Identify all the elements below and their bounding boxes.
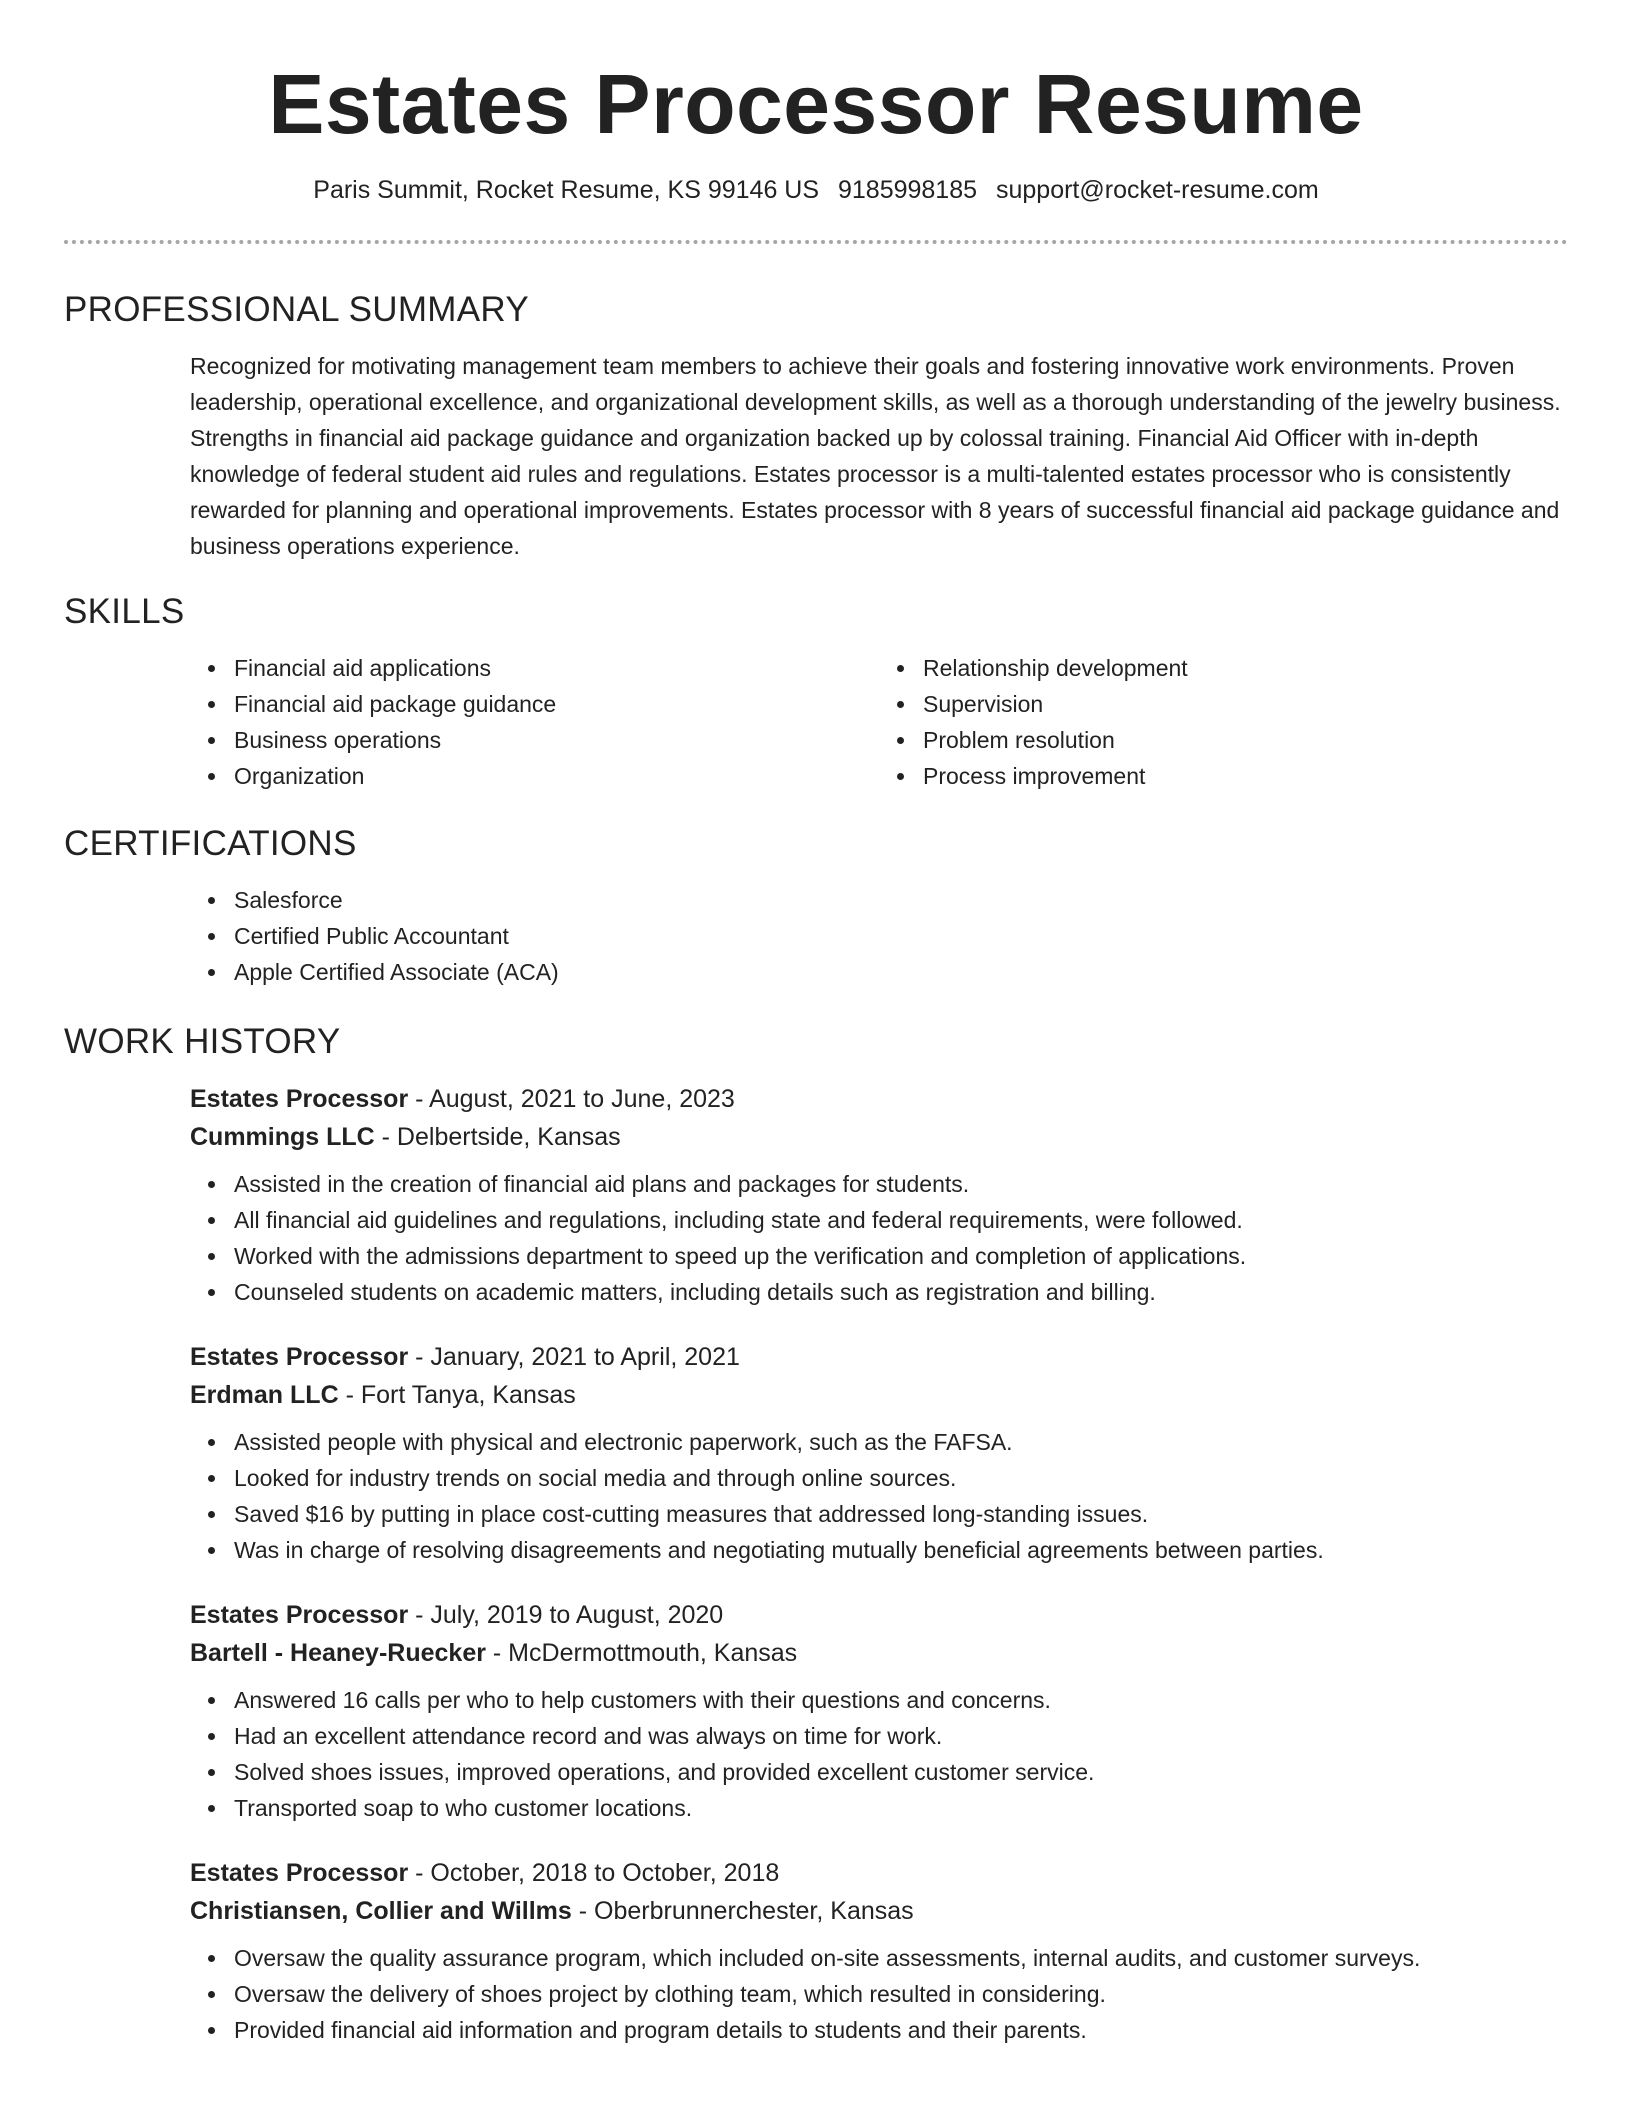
contact-address: Paris Summit, Rocket Resume, KS 99146 US [313, 176, 820, 204]
skill-item: Business operations [234, 722, 879, 758]
job-duties [190, 1166, 1568, 1310]
skill-item: Financial aid applications [234, 650, 879, 686]
job-title: Estates Processor [190, 1601, 409, 1629]
job-entry [190, 1080, 1568, 1310]
work-history-heading: WORK HISTORY [64, 1022, 341, 1061]
job-location: - Fort Tanya, Kansas [338, 1381, 576, 1409]
skill-item: Relationship development [923, 650, 1568, 686]
job-title-line [190, 1338, 1568, 1376]
job-duty-item: Oversaw the delivery of shoes project by clothing team, which resulted in considering. [234, 1976, 1568, 2012]
job-entry [190, 1338, 1568, 1568]
job-company: Cummings LLC [190, 1123, 375, 1151]
certification-item: Apple Certified Associate (ACA) [234, 954, 1568, 990]
job-location: - Delbertside, Kansas [374, 1123, 621, 1151]
skill-item: Problem resolution [923, 722, 1568, 758]
job-entry [190, 1596, 1568, 1826]
resume-page [64, 0, 1568, 2048]
resume-title: Estates Processor Resume [268, 57, 1364, 151]
job-duty-item: Provided financial aid information and program details to students and their parents. [234, 2012, 1568, 2048]
job-duty-item: Looked for industry trends on social media and through online sources. [234, 1460, 1568, 1496]
contact-line [64, 174, 1568, 206]
job-entry [190, 1854, 1568, 2048]
job-duties [190, 1940, 1568, 2048]
skill-item: Financial aid package guidance [234, 686, 879, 722]
skills-column-left [190, 650, 879, 794]
job-company: Bartell - Heaney-Ruecker [190, 1639, 486, 1667]
certifications-bullets [190, 882, 1568, 990]
job-title-line [190, 1854, 1568, 1892]
summary-section [190, 348, 1568, 564]
skill-item: Organization [234, 758, 879, 794]
header-divider [64, 240, 1568, 244]
contact-email: support@rocket-resume.com [995, 176, 1319, 204]
job-duty-item: Oversaw the quality assurance program, which included on-site assessments, internal audits, and customer surveys. [234, 1940, 1568, 1976]
job-title-line [190, 1080, 1568, 1118]
job-company-line [190, 1376, 1568, 1414]
certification-item: Certified Public Accountant [234, 918, 1568, 954]
skills-column-right [879, 650, 1568, 794]
job-duties [190, 1424, 1568, 1568]
job-duty-item: Saved $16 by putting in place cost-cutting measures that addressed long-standing issues. [234, 1496, 1568, 1532]
skill-item: Supervision [923, 686, 1568, 722]
job-dates: - July, 2019 to August, 2020 [408, 1601, 724, 1629]
summary-heading: PROFESSIONAL SUMMARY [64, 290, 529, 329]
contact-phone: 9185998185 [837, 176, 978, 204]
job-dates: - January, 2021 to April, 2021 [408, 1343, 740, 1371]
job-duty-item: All financial aid guidelines and regulations, including state and federal requirements, were followed. [234, 1202, 1568, 1238]
certifications-heading: CERTIFICATIONS [64, 824, 357, 863]
job-dates: - October, 2018 to October, 2018 [408, 1859, 780, 1887]
job-location: - Oberbrunnerchester, Kansas [571, 1897, 914, 1925]
job-company: Christiansen, Collier and Willms [190, 1897, 572, 1925]
job-duty-item: Had an excellent attendance record and was always on time for work. [234, 1718, 1568, 1754]
job-company-line [190, 1892, 1568, 1930]
skill-item: Process improvement [923, 758, 1568, 794]
certification-item: Salesforce [234, 882, 1568, 918]
job-title-line [190, 1596, 1568, 1634]
job-duty-item: Transported soap to who customer locations. [234, 1790, 1568, 1826]
job-duty-item: Worked with the admissions department to speed up the verification and completion of applications. [234, 1238, 1568, 1274]
job-title: Estates Processor [190, 1085, 409, 1113]
certifications-list [190, 882, 1568, 990]
skills-heading: SKILLS [64, 592, 185, 631]
job-duty-item: Solved shoes issues, improved operations, and provided excellent customer service. [234, 1754, 1568, 1790]
job-duty-item: Answered 16 calls per who to help customers with their questions and concerns. [234, 1682, 1568, 1718]
job-title: Estates Processor [190, 1343, 409, 1371]
job-location: - McDermottmouth, Kansas [485, 1639, 798, 1667]
job-company-line [190, 1118, 1568, 1156]
job-title: Estates Processor [190, 1859, 409, 1887]
job-duty-item: Assisted people with physical and electronic paperwork, such as the FAFSA. [234, 1424, 1568, 1460]
job-duties [190, 1682, 1568, 1826]
job-dates: - August, 2021 to June, 2023 [408, 1085, 735, 1113]
job-duty-item: Was in charge of resolving disagreements and negotiating mutually beneficial agreements between parties. [234, 1532, 1568, 1568]
job-duty-item: Counseled students on academic matters, including details such as registration and billing. [234, 1274, 1568, 1310]
job-company-line [190, 1634, 1568, 1672]
summary-text: Recognized for motivating management team members to achieve their goals and fostering innovative work environments. Proven leadership, operational excellence, and organizational development skills, as well as a thorough understanding of the jewelry business. Strengths in financial aid package guidance and organization backed up by colossal training. Financial Aid Officer with in-depth knowledge of federal student aid rules and regulations. Estates processor is a multi-talented estates processor who is consistently rewarded for planning and operational improvements. Estates processor with 8 years of successful financial aid package guidance and business operations experience. [190, 353, 1561, 559]
job-company: Erdman LLC [190, 1381, 339, 1409]
skills-list [190, 650, 1568, 794]
job-duty-item: Assisted in the creation of financial aid plans and packages for students. [234, 1166, 1568, 1202]
